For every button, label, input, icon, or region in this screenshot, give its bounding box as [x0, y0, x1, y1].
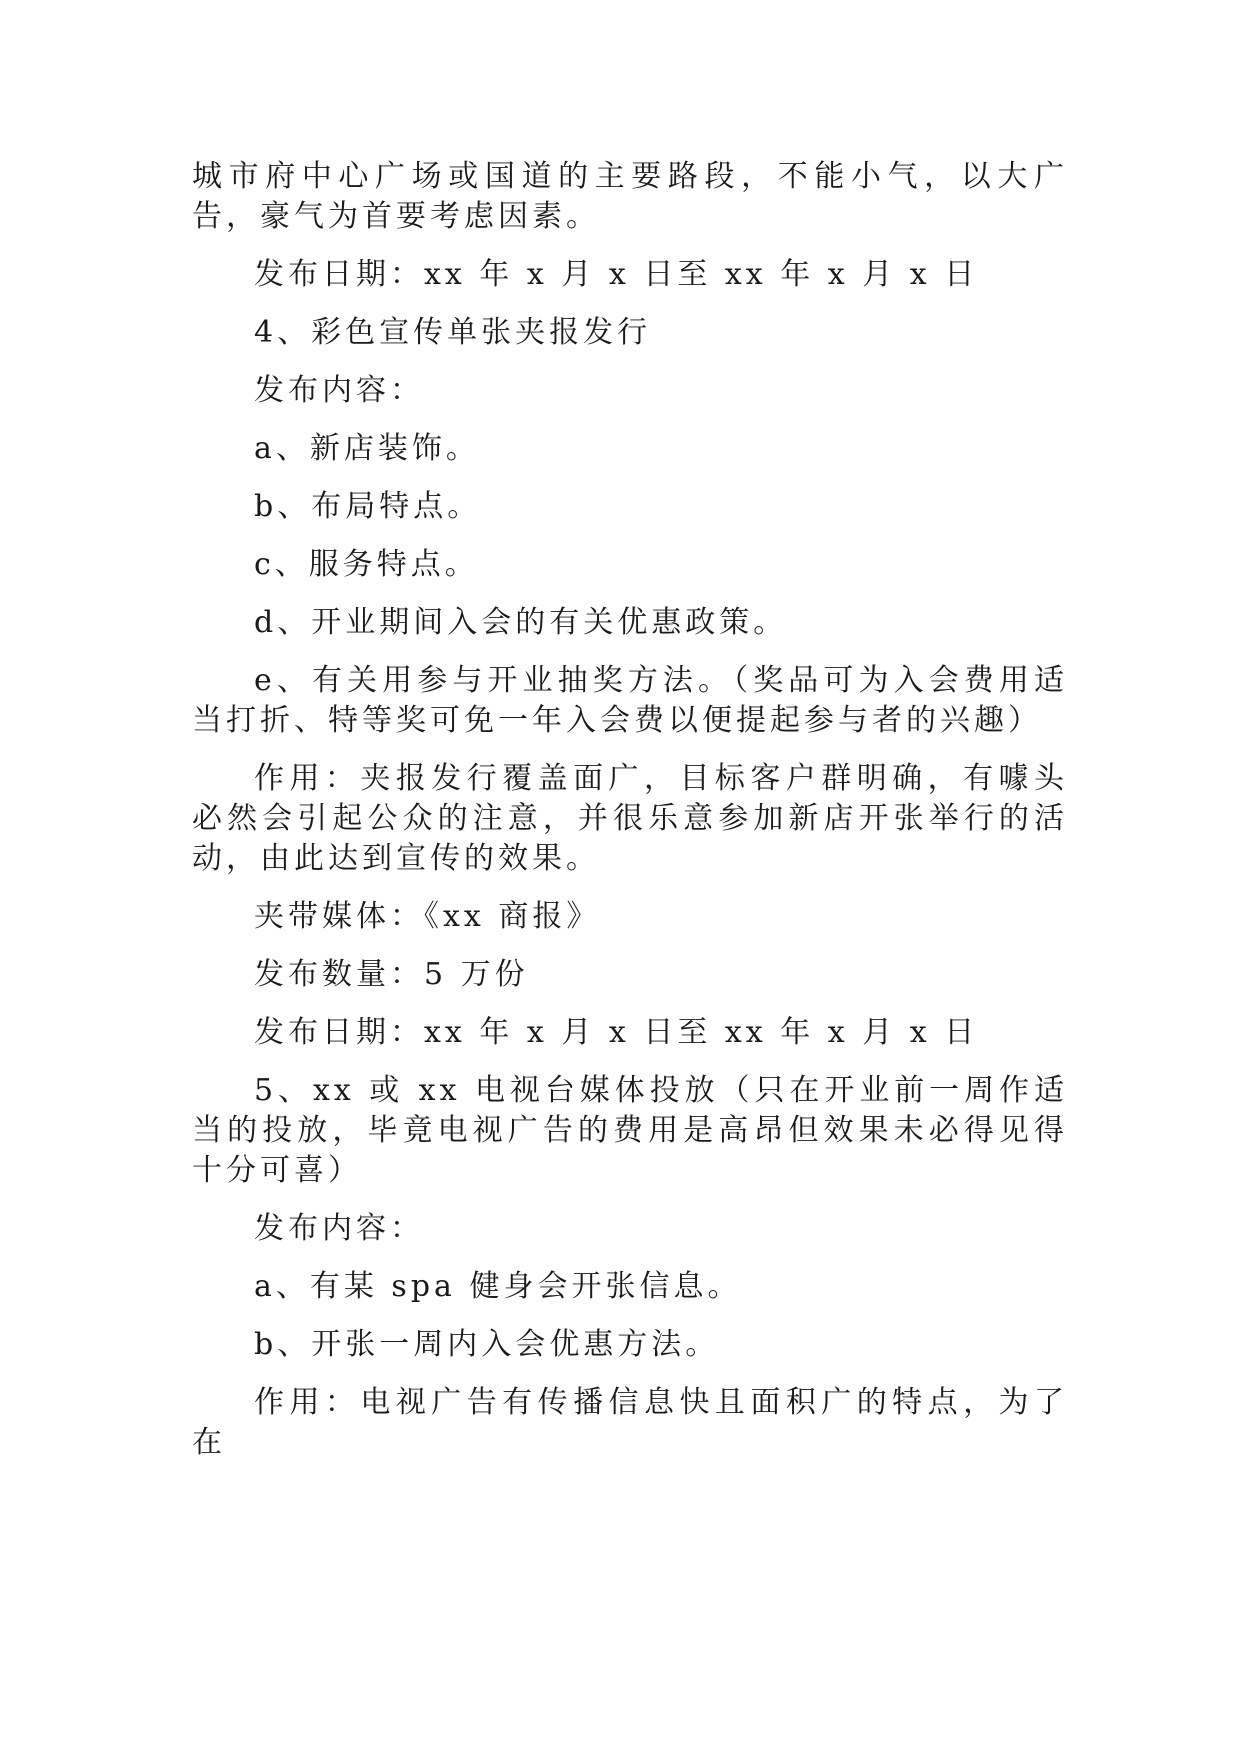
paragraph-publish-content-label: 发布内容： [254, 373, 424, 408]
paragraph-publish-date-2: 发布日期：xx 年 x 月 x 日至 xx 年 x 月 x 日 [254, 1015, 979, 1050]
list-item-b-2: b、开张一周内入会优惠方法。 [254, 1327, 720, 1362]
paragraph-continuation: 城市府中心广场或国道的主要路段，不能小气，以大广告，豪气为首要考虑因素。 [192, 159, 1068, 234]
paragraph-publish-date: 发布日期：xx 年 x 月 x 日至 xx 年 x 月 x 日 [254, 257, 979, 292]
paragraph-insert-media: 夹带媒体：《xx 商报》 [254, 899, 601, 934]
paragraph-effect: 作用：夹报发行覆盖面广，目标客户群明确，有噱头必然会引起公众的注意，并很乐意参加新店开张举行的活动，由此达到宣传的效果。 [192, 761, 1068, 876]
list-item-a-2: a、有某 spa 健身会开张信息。 [254, 1269, 742, 1304]
list-item-c: c、服务特点。 [254, 547, 479, 582]
list-item-e: e、有关用参与开业抽奖方法。（奖品可为入会费用适当打折、特等奖可免一年入会费以便提起参与者的兴趣） [192, 663, 1068, 738]
list-item-a: a、新店装饰。 [254, 431, 480, 466]
list-item-d: d、开业期间入会的有关优惠政策。 [254, 605, 788, 640]
paragraph-effect-2: 作用：电视广告有传播信息快且面积广的特点，为了在 [192, 1385, 1068, 1460]
document-body [192, 157, 1068, 1481]
paragraph-section-4-heading: 4、彩色宣传单张夹报发行 [254, 315, 652, 350]
list-item-b: b、布局特点。 [254, 489, 482, 524]
paragraph-section-5-heading: 5、xx 或 xx 电视台媒体投放（只在开业前一周作适当的投放，毕竟电视广告的费用是高昂但效果未必得见得十分可喜） [192, 1073, 1068, 1188]
paragraph-publish-quantity: 发布数量：5 万份 [254, 957, 529, 992]
paragraph-publish-content-label-2: 发布内容： [254, 1211, 424, 1246]
